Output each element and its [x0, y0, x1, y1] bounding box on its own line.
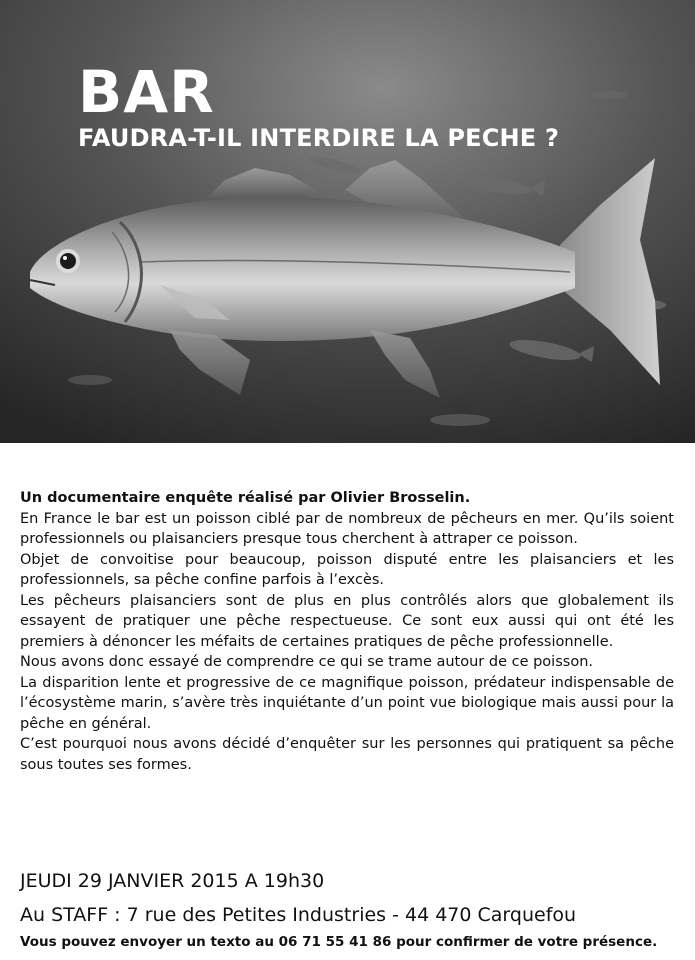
article-paragraph: C’est pourquoi nous avons décidé d’enquêter sur les personnes qui pratiquent sa pêche sous toutes ses formes. — [20, 736, 674, 773]
headline — [78, 58, 560, 152]
article-paragraph: En France le bar est un poisson ciblé par de nombreux de pêcheurs en mer. Qu’ils soient professionnels ou plaisanciers presque tous cherchent à attraper ce poisson. — [20, 510, 674, 547]
article-paragraph: Les pêcheurs plaisanciers sont de plus en plus contrôlés alors que globalement ils essayent de pratiquer une pêche respectueuse. Ce sont eux aussi qui ont été les premiers à dénoncer les méfaits de certaines pratiques de pêche professionnelle. — [20, 592, 674, 650]
article-paragraph: Nous avons donc essayé de comprendre ce qui se trame autour de ce poisson. — [20, 654, 593, 670]
article-paragraph: Objet de convoitise pour beaucoup, poisson disputé entre les plaisanciers et les professionnels, sa pêche confine parfois à l’excès. — [20, 551, 674, 588]
article-paragraph: La disparition lente et progressive de ce magnifique poisson, prédateur indispensable de l’écosystème marin, s’avère très inquiétante d’un point vue biologique mais aussi pour la pêche en général. — [20, 674, 674, 732]
article-lead: Un documentaire enquête réalisé par Olivier Brosselin. — [20, 490, 471, 506]
event-place: Au STAFF : 7 rue des Petites Industries - 44 470 Carquefou — [20, 904, 577, 926]
poster-title: BAR — [78, 58, 215, 126]
event-contact: Vous pouvez envoyer un texto au 06 71 55 41 86 pour confirmer de votre présence. — [20, 934, 658, 950]
poster-subtitle: FAUDRA-T-IL INTERDIRE LA PECHE ? — [78, 124, 560, 152]
event-date: JEUDI 29 JANVIER 2015 A 19h30 — [20, 870, 325, 892]
article-body — [20, 488, 674, 775]
event-info — [20, 868, 680, 952]
hero-photo — [0, 0, 695, 443]
